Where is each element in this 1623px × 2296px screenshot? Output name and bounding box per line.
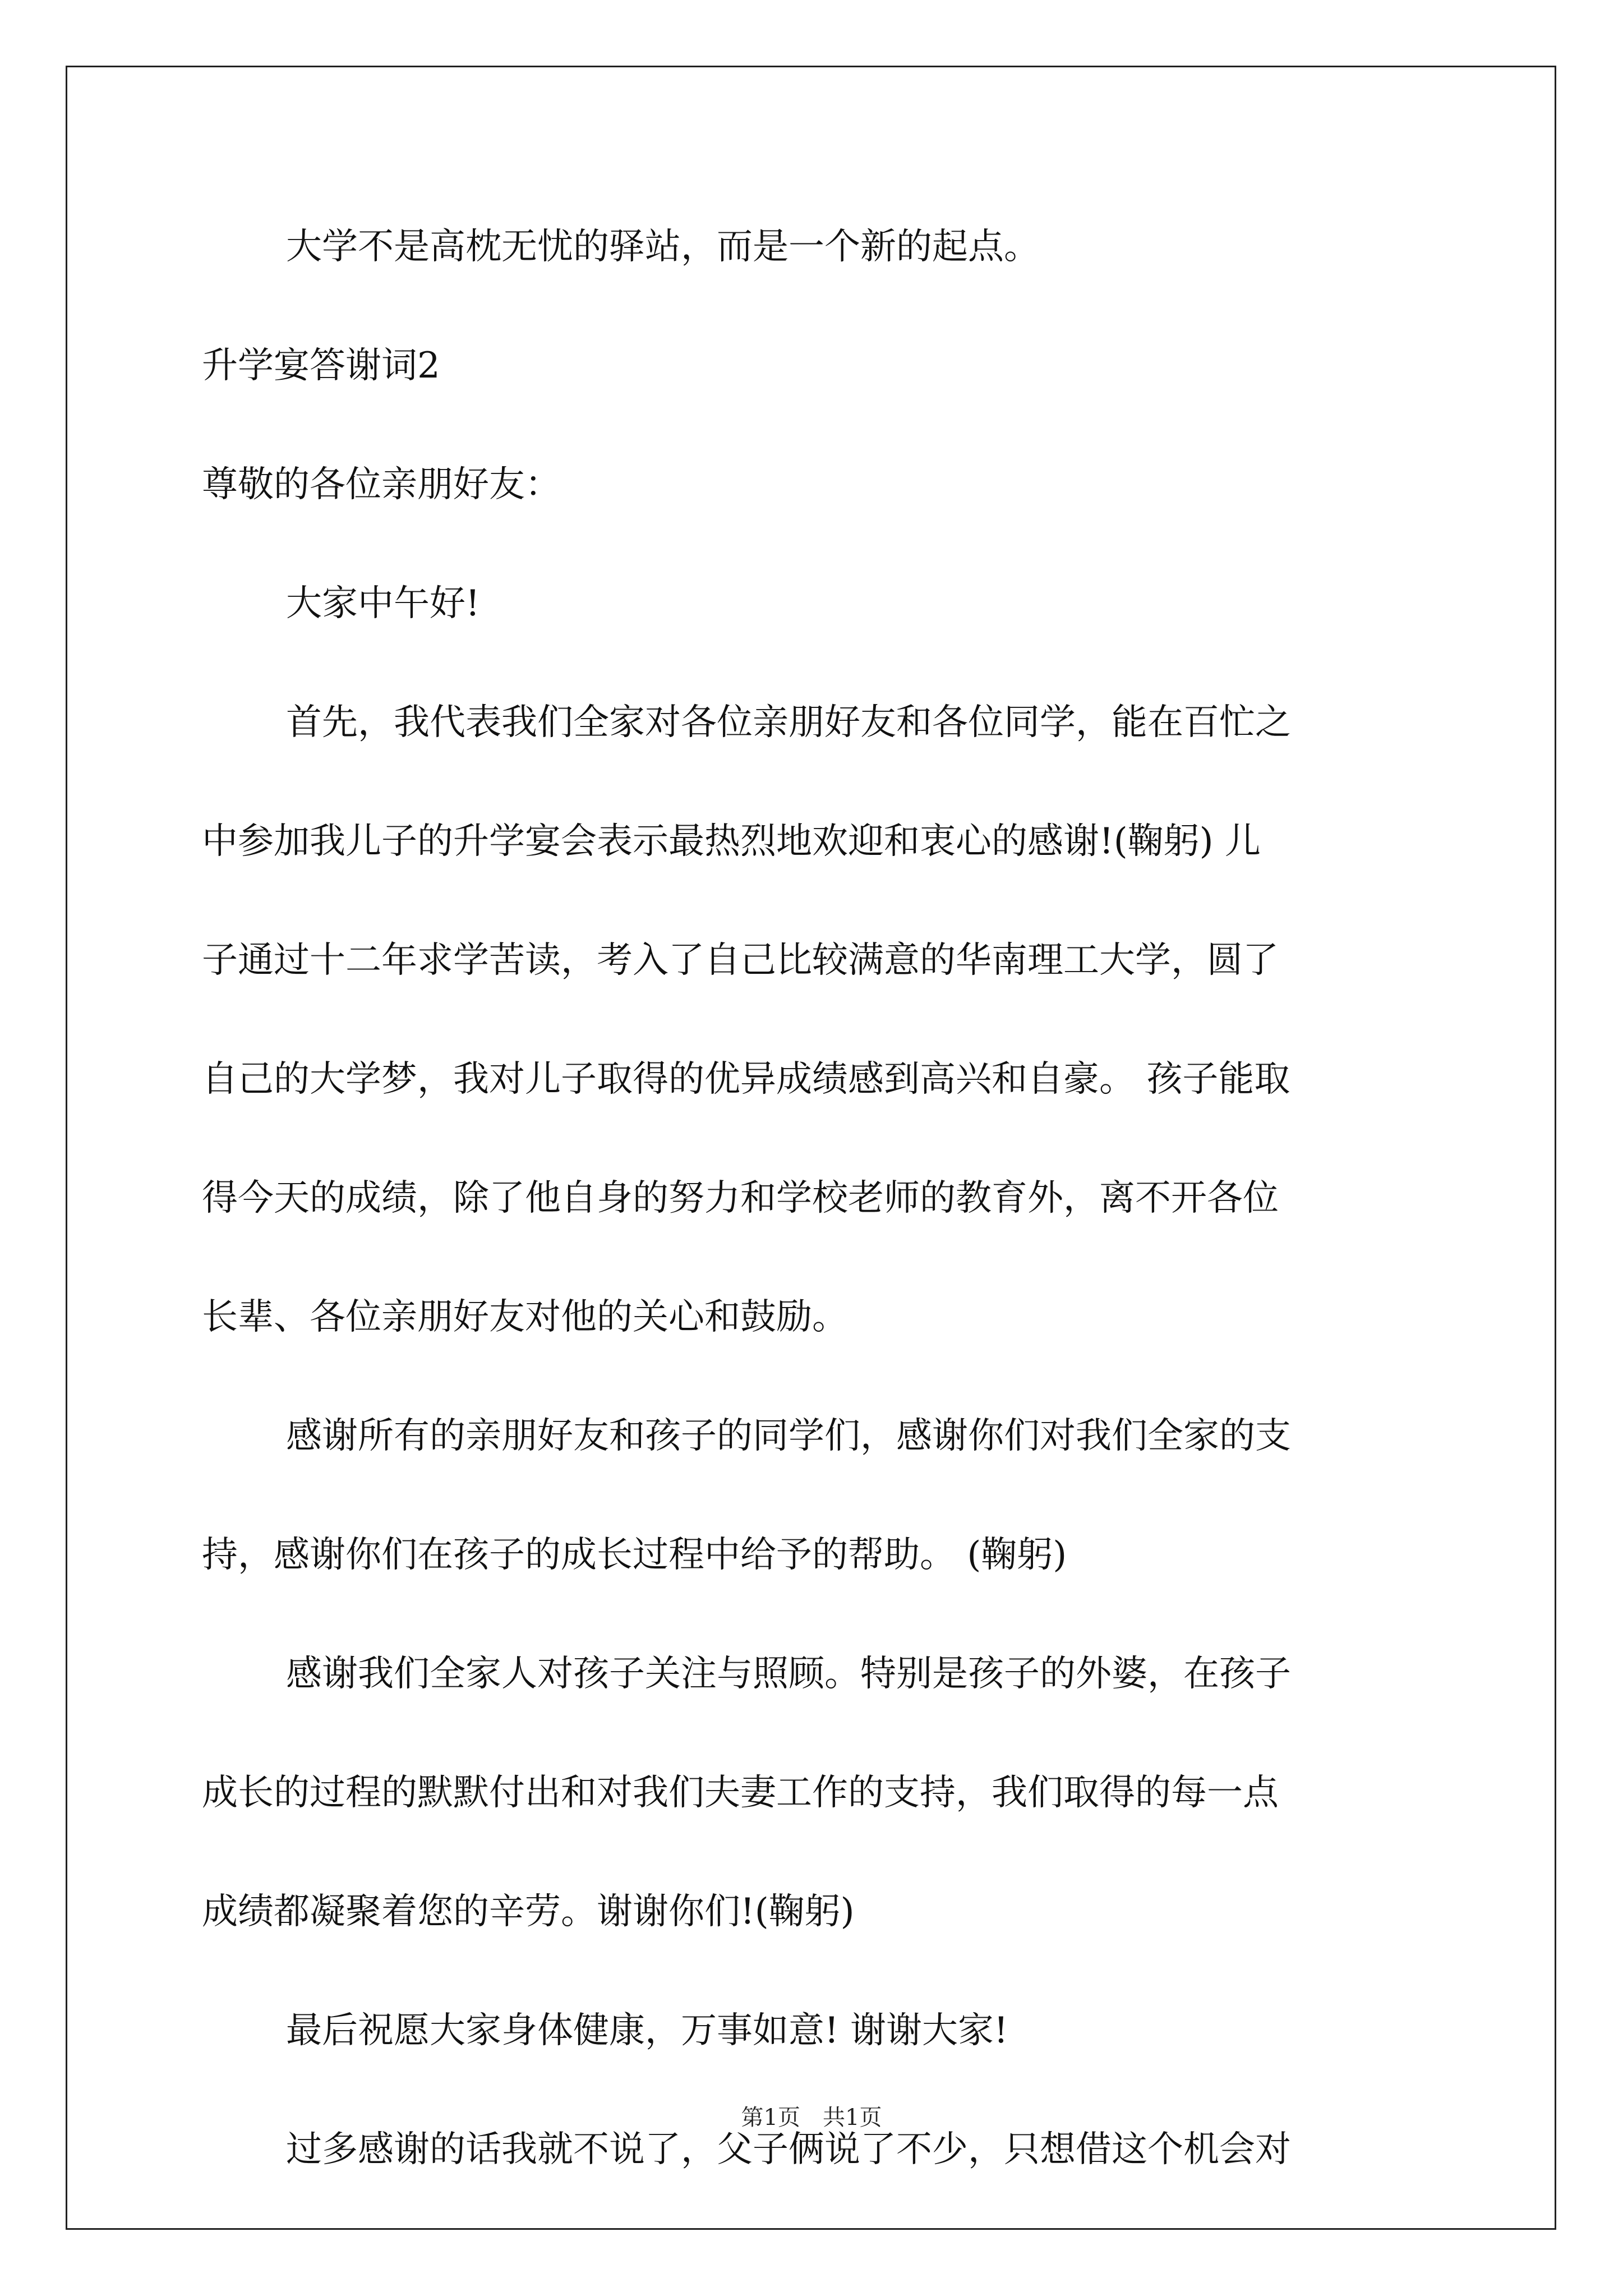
paragraph-line: 成绩都凝聚着您的辛劳。谢谢你们!(鞠躬) [202, 1891, 855, 1932]
section-heading: 升学宴答谢词2 [202, 345, 440, 386]
paragraph-line: 成长的过程的默默付出和对我们夫妻工作的支持，我们取得的每一点 [202, 1772, 1279, 1814]
paragraph-line: 自己的大学梦，我对儿子取得的优异成绩感到高兴和自豪。 孩子能取 [202, 1059, 1290, 1100]
document-body [202, 216, 1430, 2180]
paragraph-line: 大学不是高枕无忧的驿站，而是一个新的起点。 [286, 226, 1040, 268]
paragraph-line: 子通过十二年求学苦读，考入了自己比较满意的华南理工大学，圆了 [202, 940, 1279, 981]
greeting: 大家中午好! [286, 583, 480, 624]
paragraph-line: 感谢我们全家人对孩子关注与照顾。特别是孩子的外婆，在孩子 [286, 1653, 1291, 1695]
salutation: 尊敬的各位亲朋好友： [202, 464, 561, 505]
paragraph-line: 首先，我代表我们全家对各位亲朋好友和各位同学，能在百忙之 [286, 702, 1291, 743]
paragraph-line: 最后祝愿大家身体健康，万事如意! 谢谢大家! [286, 2010, 1008, 2051]
paragraph-line: 中参加我儿子的升学宴会表示最热烈地欢迎和衷心的感谢!(鞠躬) 儿 [202, 821, 1261, 862]
paragraph-line: 得今天的成绩，除了他自身的努力和学校老师的教育外，离不开各位 [202, 1177, 1279, 1219]
paragraph-line: 持，感谢你们在孩子的成长过程中给予的帮助。 (鞠躬) [202, 1534, 1067, 1576]
page-footer: 第1页 共1页 [741, 2105, 882, 2131]
paragraph-line: 过多感谢的话我就不说了，父子俩说了不少，只想借这个机会对 [286, 2129, 1291, 2170]
paragraph-line: 感谢所有的亲朋好友和孩子的同学们，感谢你们对我们全家的支 [286, 1415, 1291, 1457]
paragraph-line: 长辈、各位亲朋好友对他的关心和鼓励。 [202, 1296, 848, 1338]
